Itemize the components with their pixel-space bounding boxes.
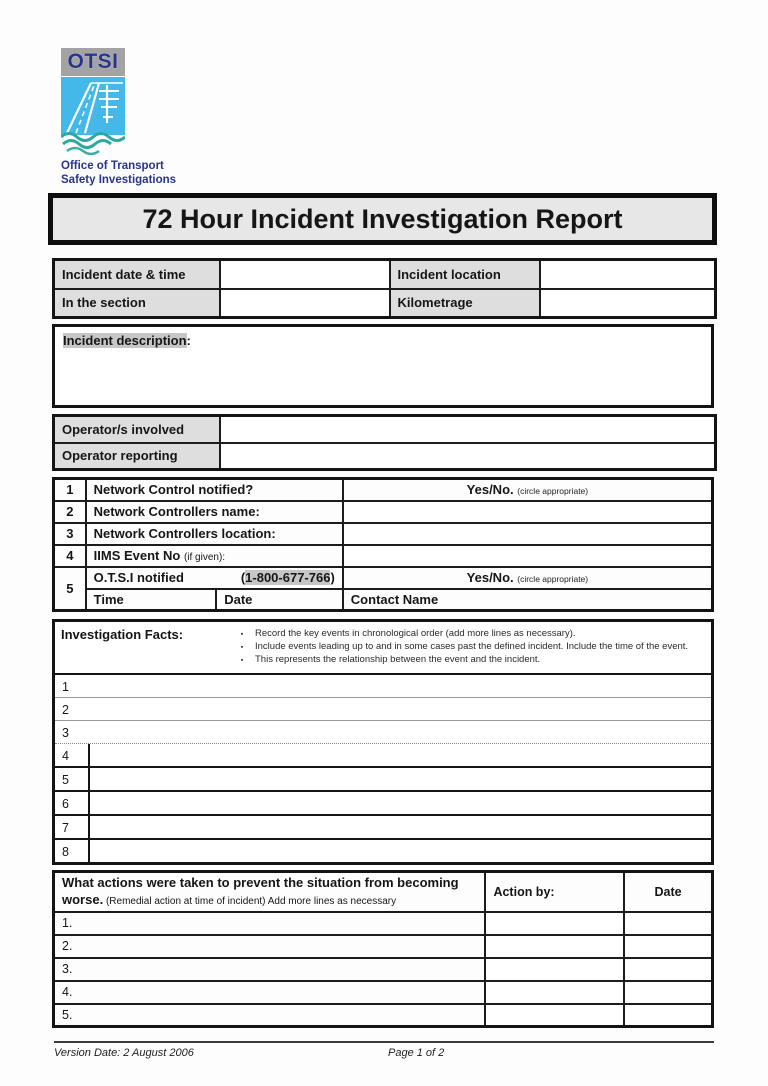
network-controllers-name-value [343, 501, 713, 523]
action-row-number: 1. [54, 912, 486, 935]
page-footer [54, 1041, 714, 1059]
fact-row [55, 697, 711, 720]
incident-date-time-value [220, 260, 390, 289]
investigation-facts-header [55, 622, 711, 675]
investigation-facts-label: Investigation Facts: [61, 627, 184, 642]
fact-row [55, 814, 711, 838]
fact-row-value [88, 675, 711, 697]
network-control-notified-answer [343, 479, 713, 501]
table-row [54, 981, 713, 1004]
table-row [54, 289, 716, 318]
action-by-value [485, 1004, 624, 1027]
phone-paren-close: ) [330, 570, 335, 585]
otsi-phone [241, 570, 335, 585]
otsi-org-name [61, 159, 191, 188]
iims-event-no-label [86, 545, 343, 567]
fact-row-number: 8 [62, 845, 69, 859]
if-given-note: (if given): [183, 552, 226, 563]
actions-table [52, 870, 714, 1028]
fact-row [55, 675, 711, 697]
operator-reporting-label: Operator reporting [54, 443, 220, 470]
operators-involved-label: Operator/s involved [54, 416, 220, 443]
fact-row-number: 2 [62, 703, 69, 717]
action-by-column-header: Action by: [485, 872, 624, 912]
phone-paren-open: ( [240, 570, 246, 585]
incident-date-time-label: Incident date & time [54, 260, 220, 289]
action-by-value [485, 912, 624, 935]
table-row [54, 260, 716, 289]
report-title-banner [48, 193, 717, 245]
action-date-value [624, 912, 712, 935]
fact-row-number: 6 [62, 797, 69, 811]
action-date-value [624, 935, 712, 958]
circle-appropriate-note: (circle appropriate) [517, 574, 589, 584]
row-number: 1 [54, 479, 86, 501]
fact-row-value [88, 698, 711, 720]
fact-row-number: 1 [62, 680, 69, 694]
otsi-logo-acronym: OTSI [61, 48, 125, 76]
otsi-logo-art-icon [61, 77, 125, 155]
otsi-notified-label [86, 567, 343, 589]
incident-info-table [52, 258, 717, 319]
time-label: Time [86, 589, 217, 611]
fact-row-value [88, 840, 711, 862]
table-row [54, 872, 713, 912]
action-row-number: 2. [54, 935, 486, 958]
action-date-value [624, 1004, 712, 1027]
incident-location-value [540, 260, 716, 289]
row-number: 5 [54, 567, 86, 611]
fact-row-value [88, 721, 711, 743]
action-row-number: 3. [54, 958, 486, 981]
otsi-org-line2: Safety Investigations [61, 174, 177, 187]
actions-header-note: (Remedial action at time of incident) Add more lines as necessary [103, 895, 397, 907]
operators-table [52, 414, 717, 471]
table-row [54, 912, 713, 935]
phone-number: 1-800-677-766 [245, 570, 331, 585]
table-row [54, 545, 713, 567]
action-row-number: 5. [54, 1004, 486, 1027]
incident-description-label: Incident description [63, 333, 187, 348]
fact-row-number: 5 [62, 773, 69, 787]
action-row-number: 4. [54, 981, 486, 1004]
actions-header-worse: worse. [62, 891, 104, 907]
action-by-value [485, 935, 624, 958]
bullet-item [229, 654, 705, 667]
fact-row-value [88, 792, 711, 814]
iims-event-no-value [343, 545, 713, 567]
action-by-value [485, 981, 624, 1004]
fact-row-number: 7 [62, 821, 69, 835]
bullet-text: Include events leading up to and in some cases past the defined incident. Include the time of the event. [255, 641, 689, 652]
fact-row-value [88, 768, 711, 790]
action-by-value [485, 958, 624, 981]
fact-row [55, 743, 711, 766]
network-controllers-location-label: Network Controllers location: [86, 523, 343, 545]
table-row [54, 958, 713, 981]
kilometrage-label: Kilometrage [390, 289, 540, 318]
kilometrage-value [540, 289, 716, 318]
fact-row [55, 720, 711, 743]
circle-appropriate-note: (circle appropriate) [517, 486, 589, 497]
otsi-notified-text: O.T.S.I notified [93, 570, 184, 585]
fact-row [55, 790, 711, 814]
action-date-value [624, 958, 712, 981]
incident-description-box [52, 324, 714, 408]
row-number: 2 [54, 501, 86, 523]
bullet-item [229, 641, 705, 654]
incident-location-label: Incident location [390, 260, 540, 289]
otsi-org-line1: Office of Transport [61, 160, 164, 172]
fact-row-number: 4 [62, 749, 69, 763]
operators-involved-value [220, 416, 716, 443]
actions-header-label [54, 872, 486, 912]
network-controllers-location-value [343, 523, 713, 545]
table-row [54, 1004, 713, 1027]
network-control-notified-label: Network Control notified? [86, 479, 343, 501]
otsi-notified-answer [343, 567, 713, 589]
iims-event-no-text: IIMS Event No [93, 548, 181, 563]
bullet-text: Record the key events in chronological order (add more lines as necessary). [255, 628, 576, 639]
table-row [54, 479, 713, 501]
page-number-text: Page 1 of 2 [388, 1047, 445, 1060]
actions-header-line1: What actions were taken to prevent the situation from becoming [62, 875, 459, 890]
contact-name-label: Contact Name [343, 589, 713, 611]
table-row [54, 567, 713, 589]
fact-row-value [88, 816, 711, 838]
page-title: 72 Hour Incident Investigation Report [142, 203, 623, 234]
table-row [54, 935, 713, 958]
fact-row [55, 838, 711, 862]
bullet-icon: ▪ [240, 644, 244, 651]
network-controllers-name-label: Network Controllers name: [86, 501, 343, 523]
yes-no-text: Yes/No. [466, 482, 514, 498]
investigation-facts-instructions [229, 627, 705, 667]
investigation-facts-section [52, 619, 714, 865]
bullet-icon: ▪ [240, 631, 244, 638]
fact-row-number: 3 [62, 726, 69, 740]
fact-row [55, 766, 711, 790]
table-row [54, 589, 713, 611]
action-date-value [624, 981, 712, 1004]
table-row [54, 523, 713, 545]
bullet-icon: ▪ [240, 657, 244, 664]
version-date-text: Version Date: 2 August 2006 [54, 1047, 194, 1060]
table-row [54, 501, 713, 523]
in-the-section-label: In the section [54, 289, 220, 318]
table-row [54, 416, 716, 443]
bullet-item [229, 628, 705, 641]
fact-row-value [88, 744, 711, 766]
incident-description-colon: : [186, 333, 191, 348]
table-row [54, 443, 716, 470]
row-number: 4 [54, 545, 86, 567]
otsi-logo [61, 48, 191, 188]
date-label: Date [216, 589, 343, 611]
date-column-header: Date [624, 872, 712, 912]
row-number: 3 [54, 523, 86, 545]
bullet-text: This represents the relationship between the event and the incident. [255, 654, 541, 665]
in-the-section-value [220, 289, 390, 318]
operator-reporting-value [220, 443, 716, 470]
notifications-table [52, 477, 714, 612]
yes-no-text: Yes/No. [466, 570, 514, 585]
